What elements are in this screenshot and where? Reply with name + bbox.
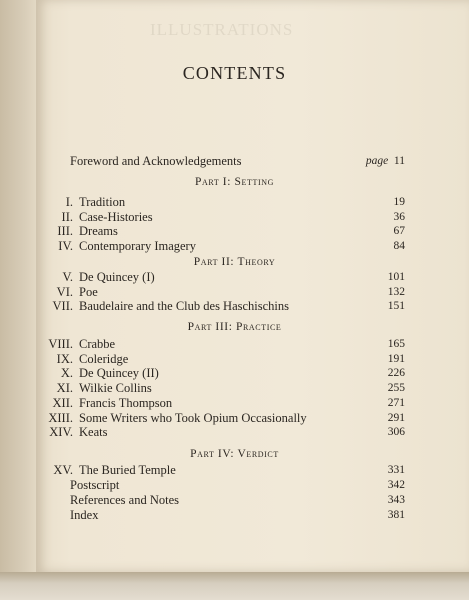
chapter-title: Francis Thompson [79, 395, 173, 410]
chapter-title: Tradition [79, 195, 126, 209]
back-matter-page: 343 [387, 494, 405, 506]
chapter-entry [0, 285, 469, 299]
part-heading: Part I: Setting [195, 176, 274, 188]
chapter-title: Coleridge [79, 351, 129, 366]
chapter-entry [0, 366, 469, 380]
back-matter-title: Index [70, 508, 99, 522]
chapter-number: XV. [53, 463, 73, 477]
chapter-title: De Quincey (II) [79, 366, 159, 381]
chapter-page: 165 [387, 338, 405, 350]
back-matter-entry [0, 493, 469, 507]
page-title: CONTENTS [182, 63, 287, 83]
chapter-page: 19 [393, 196, 405, 208]
chapter-title: Keats [79, 425, 108, 440]
chapter-number: XIII. [48, 410, 73, 425]
chapter-number: III. [57, 224, 73, 239]
chapter-entry [0, 224, 469, 238]
chapter-page: 132 [387, 285, 405, 298]
chapter-number: VII. [52, 299, 73, 314]
chapter-number: XI. [56, 381, 73, 396]
chapter-entry [0, 463, 469, 477]
chapter-page: 36 [393, 210, 405, 223]
foreword-entry [0, 154, 469, 168]
back-matter-page: 342 [387, 479, 405, 491]
chapter-number: VIII. [48, 337, 73, 351]
chapter-page: 101 [387, 271, 405, 283]
chapter-page: 191 [387, 352, 405, 365]
chapter-title: The Buried Temple [79, 463, 176, 477]
chapter-number: V. [62, 270, 73, 284]
chapter-entry [0, 195, 469, 209]
chapter-entry [0, 411, 469, 425]
chapter-title: De Quincey (I) [79, 270, 155, 284]
chapter-entry [0, 210, 469, 224]
show-through-heading: ILLUSTRATIONS [150, 20, 294, 39]
chapter-title: Contemporary Imagery [79, 239, 196, 254]
chapter-number: X. [60, 366, 73, 381]
chapter-entry [0, 352, 469, 366]
part-heading: Part III: Practice [187, 321, 282, 333]
chapter-number: XII. [52, 395, 73, 410]
chapter-entry [0, 381, 469, 395]
chapter-entry [0, 425, 469, 439]
chapter-title: Some Writers who Took Opium Occasionally [79, 410, 307, 425]
chapter-number: XIV. [49, 425, 73, 440]
chapter-entry [0, 270, 469, 284]
chapter-number: IX. [56, 351, 73, 366]
back-matter-page: 381 [387, 509, 405, 521]
chapter-page: 306 [387, 426, 405, 439]
chapter-page: 271 [387, 396, 405, 409]
back-matter-title: Postscript [70, 478, 120, 492]
chapter-page: 84 [393, 240, 405, 253]
chapter-title: Case-Histories [79, 209, 153, 224]
chapter-number: I. [65, 195, 73, 209]
chapter-title: Baudelaire and the Club des Haschischins [79, 299, 290, 314]
chapter-page: 331 [387, 464, 405, 476]
back-matter-entry [0, 508, 469, 522]
chapter-entry [0, 239, 469, 253]
chapter-page: 226 [387, 367, 405, 380]
chapter-title: Dreams [79, 224, 118, 239]
part-heading: Part II: Theory [193, 256, 276, 268]
chapter-page: 151 [387, 300, 405, 313]
chapter-number: VI. [56, 284, 73, 299]
chapter-number: II. [61, 209, 73, 224]
chapter-title: Wilkie Collins [79, 381, 152, 396]
foreword-label: Foreword and Acknowledgements [70, 154, 242, 168]
page-bottom-edge [0, 572, 469, 600]
chapter-page: 67 [393, 225, 405, 238]
chapter-page: 255 [387, 382, 405, 395]
chapter-title: Crabbe [79, 337, 116, 351]
chapter-entry [0, 396, 469, 410]
foreword-page: page 11 [365, 155, 405, 167]
chapter-number: IV. [58, 239, 73, 254]
chapter-page: 291 [387, 411, 405, 424]
back-matter-title: References and Notes [70, 493, 179, 507]
chapter-entry [0, 299, 469, 313]
back-matter-entry [0, 478, 469, 492]
chapter-title: Poe [79, 284, 98, 299]
chapter-entry [0, 337, 469, 351]
part-heading: Part IV: Verdict [190, 448, 279, 460]
